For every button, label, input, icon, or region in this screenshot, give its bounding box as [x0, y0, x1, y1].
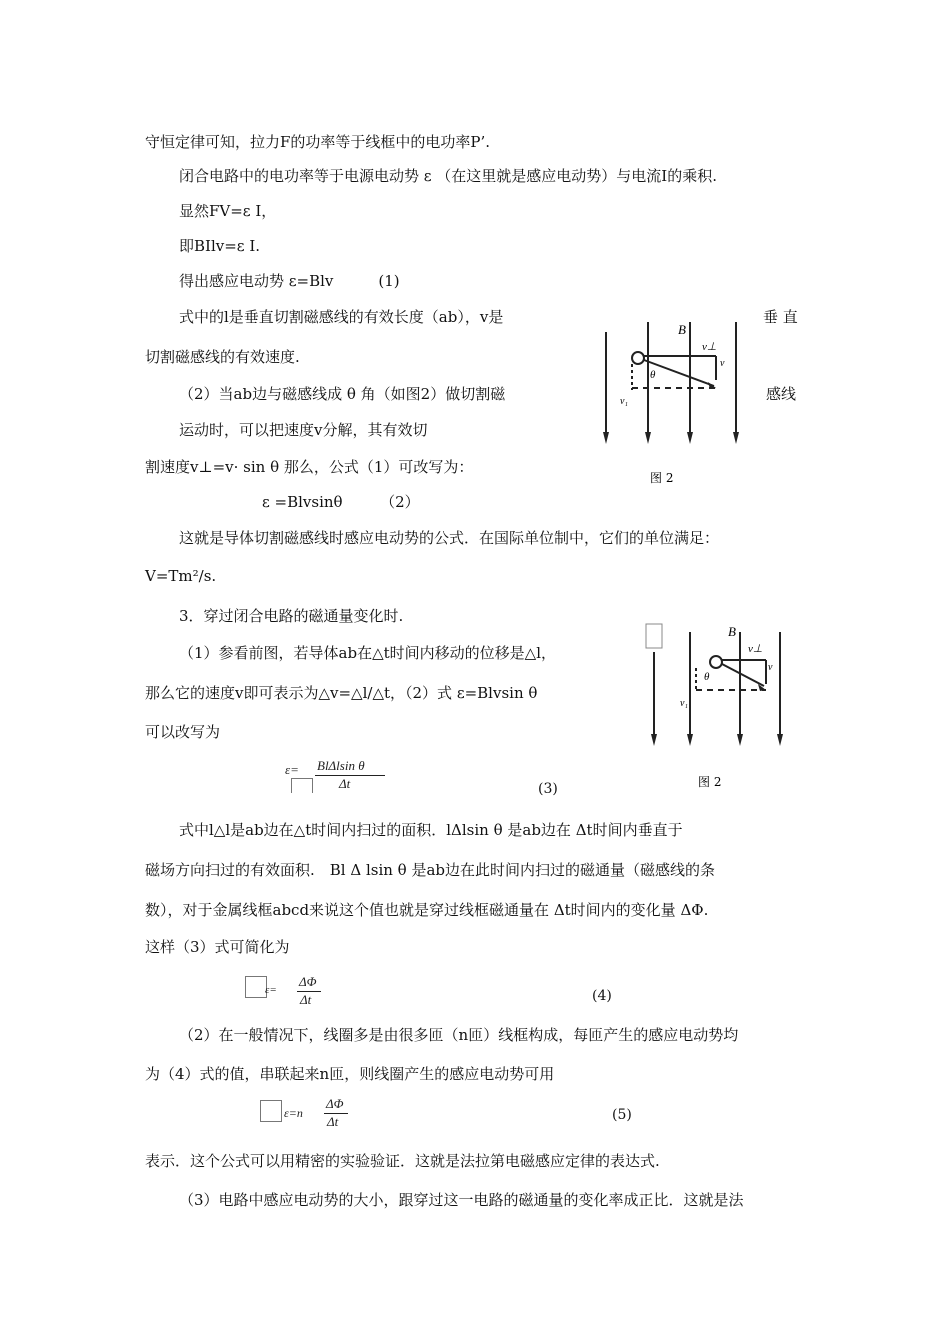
text-line-3: 显然FV=ε I，	[179, 202, 277, 220]
fig1-label-v-perp: v⊥	[702, 341, 717, 353]
eq3-denominator: Δt	[339, 776, 351, 791]
equation-5	[258, 1094, 358, 1136]
eq4-placeholder-box	[245, 976, 267, 998]
text-line-24: 表示．这个公式可以用精密的实验验证．这就是法拉第电磁感应定律的表达式.	[145, 1152, 660, 1170]
fig1-label-v: v	[720, 358, 725, 369]
text-line-22: （2）在一般情况下，线圈多是由很多匝（n匝）线框构成，每匝产生的感应电动势均	[179, 1026, 739, 1044]
text-line-25: （3）电路中感应电动势的大小，跟穿过这一电路的磁通量的变化率成正比．这就是法	[179, 1191, 744, 1209]
text-line-17: 可以改写为	[145, 723, 221, 741]
text-line-8a: （2）当ab边与磁感线成 θ 角（如图2）做切割磁	[179, 385, 506, 403]
fig1-label-theta: θ	[650, 369, 656, 381]
fig2-label-B: B	[728, 624, 736, 639]
text-line-19: 磁场方向扫过的有效面积. Bl Δ lsin θ 是ab边在此时间内扫过的磁通量（磁感线的条	[145, 861, 716, 879]
text-line-13: V=Tm²/s.	[145, 567, 217, 585]
fig2-label-v1: v₁	[680, 698, 688, 709]
fig2-caption: 图 2	[698, 775, 722, 789]
fig2-label-v-perp: v⊥	[748, 643, 763, 655]
eq3-lhs: ε=	[285, 762, 299, 777]
figure-2-diagram-bottom	[640, 618, 790, 798]
text-line-7: 切割磁感线的有效速度.	[145, 348, 300, 366]
text-line-21: 这样（3）式可简化为	[145, 938, 290, 956]
text-line-15: （1）参看前图，若导体ab在△t时间内移动的位移是△l，	[179, 644, 556, 662]
eq3-tag: (3)	[538, 781, 558, 797]
fig1-label-B: B	[678, 322, 686, 337]
fig1-label-v1: v₁	[620, 396, 628, 407]
fig2-label-theta: θ	[704, 671, 710, 683]
text-line-6b: 垂 直	[763, 308, 798, 326]
text-line-1: 守恒定律可知，拉力F的功率等于线框中的电功率P’.	[145, 133, 491, 151]
text-line-2: 闭合电路中的电功率等于电源电动势 ε （在这里就是感应电动势）与电流I的乘积.	[179, 167, 718, 185]
eq5-tag: (5)	[612, 1107, 632, 1123]
eq5-placeholder-box	[260, 1100, 282, 1122]
text-line-12: 这就是导体切割磁感线时感应电动势的公式．在国际单位制中，它们的单位满足：	[179, 529, 720, 547]
text-line-18: 式中l△l是ab边在△t时间内扫过的面积．lΔlsin θ 是ab边在 Δt时间内垂直于	[179, 821, 683, 839]
fig2-label-v: v	[768, 662, 773, 673]
eq5-lhs: ε=n	[284, 1106, 303, 1120]
text-line-8b: 感线	[766, 385, 797, 403]
eq5-denominator: Δt	[327, 1114, 339, 1129]
fig1-caption: 图 2	[650, 471, 674, 485]
equation-4	[243, 970, 333, 1012]
text-line-16: 那么它的速度v即可表示为△v=△l/△t，（2）式 ε=Blvsin θ	[145, 684, 538, 702]
text-line-5: 得出感应电动势 ε=Blv (1)	[179, 272, 400, 290]
eq4-denominator: Δt	[300, 992, 312, 1007]
eq5-numerator: ΔΦ	[326, 1096, 344, 1111]
figure-2-diagram-top	[598, 312, 748, 492]
equation-3	[283, 758, 403, 794]
eq3-numerator: BlΔlsin θ	[317, 758, 365, 773]
text-line-20: 数），对于金属线框abcd来说这个值也就是穿过线框磁通量在 Δt时间内的变化量 ΔΦ.	[145, 901, 709, 919]
text-line-14: 3．穿过闭合电路的磁通量变化时.	[179, 607, 404, 625]
text-line-23: 为（4）式的值，串联起来n匝，则线圈产生的感应电动势可用	[145, 1065, 555, 1083]
eq3-placeholder-box	[291, 778, 313, 793]
text-line-6a: 式中的l是垂直切割磁感线的有效长度（ab），v是	[179, 308, 504, 326]
eq4-lhs: ε=	[265, 984, 277, 996]
text-line-4: 即BIlv=ε I.	[179, 237, 261, 255]
text-line-11: ε =Blvsinθ （2）	[262, 493, 420, 511]
text-line-10: 割速度v⊥=v· sin θ 那么，公式（1）可改写为：	[145, 458, 474, 476]
eq4-numerator: ΔΦ	[299, 974, 317, 989]
eq4-tag: (4)	[592, 988, 612, 1004]
text-line-9: 运动时，可以把速度v分解，其有效切	[179, 421, 428, 439]
